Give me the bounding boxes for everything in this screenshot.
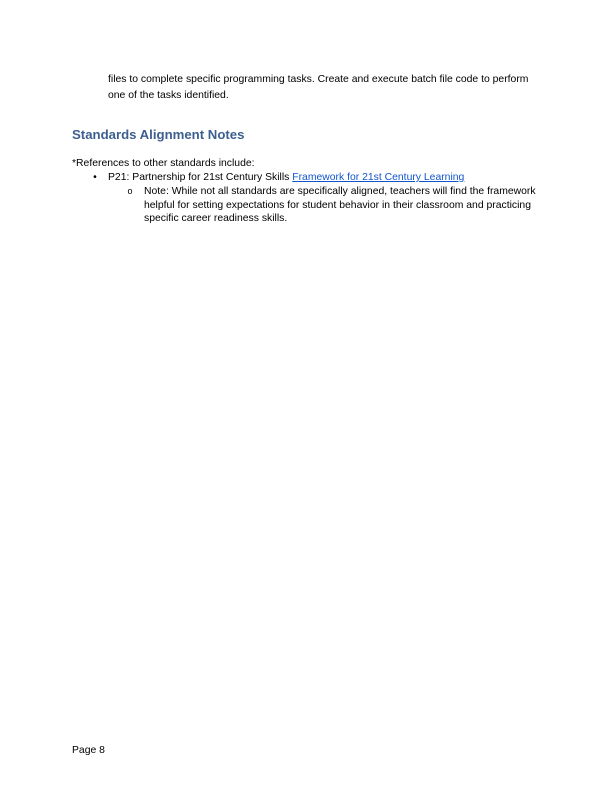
subbullet-text: Note: While not all standards are specifically aligned, teachers will find the framework helpful for setting expectations for student behavior in their classroom and practicing specific career readiness skills.	[144, 186, 536, 224]
references-intro: *References to other standards include:	[72, 158, 255, 169]
continued-paragraph: files to complete specific programming tasks. Create and execute batch file code to perform one of the tasks identified.	[108, 74, 529, 101]
bullet-text	[108, 171, 464, 185]
subbullet-marker-icon: o	[127, 186, 133, 196]
framework-link[interactable]: Framework for 21st Century Learning	[292, 172, 465, 183]
bullet-label: P21: Partnership for 21st Century Skills	[108, 172, 293, 183]
page-number: Page 8	[72, 745, 105, 756]
section-heading: Standards Alignment Notes	[72, 127, 245, 142]
bullet-marker-icon: •	[93, 172, 97, 183]
